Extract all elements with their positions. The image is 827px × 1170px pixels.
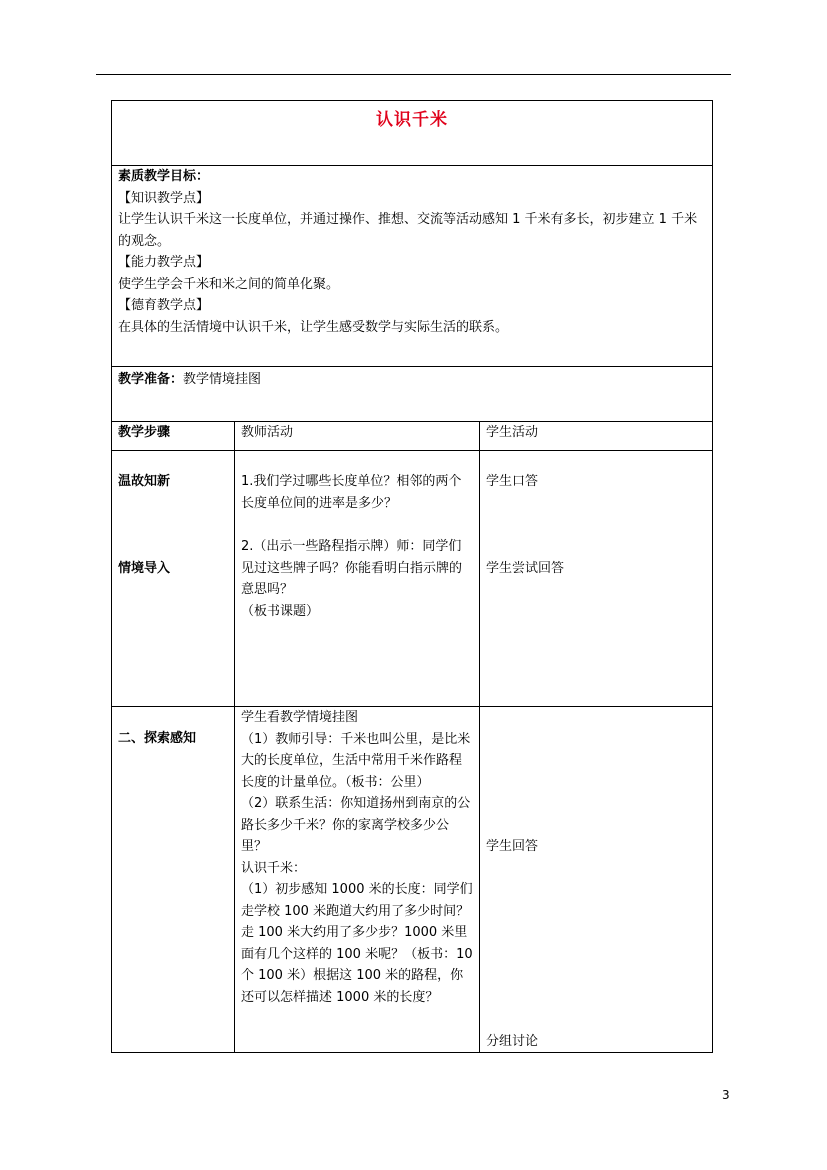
goals-heading: 素质教学目标： <box>118 169 210 184</box>
knowledge-text: 让学生认识千米这一长度单位，并通过操作、推想、交流等活动感知 1 千米有多长，初步建立 1 千米的观念。 <box>118 212 698 249</box>
warmup-teacher-cell <box>235 451 480 707</box>
teacher-question-2: 2.（出示一些路程指示牌）师：同学们见过这些牌子吗？你能看明白指示牌的意思吗？ <box>241 539 463 597</box>
knowledge-tag: 【知识教学点】 <box>118 190 210 206</box>
student-answer-1: 学生口答 <box>486 474 539 489</box>
ability-tag: 【能力教学点】 <box>118 255 210 270</box>
explore-teacher-cell <box>235 707 480 1053</box>
ability-text: 使学生学会千米和米之间的简单化聚。 <box>118 276 340 292</box>
explore-line: 认识千米： <box>241 860 307 876</box>
lesson-plan-table <box>111 100 713 1053</box>
teacher-note: （板书课题） <box>241 603 320 619</box>
step-intro: 情境导入 <box>118 560 171 576</box>
explore-line: （1）教师引导：千米也叫公里，是比米大的长度单位，生活中常用千米作路程长度的计量单位。（板书：公里） <box>241 731 471 790</box>
explore-steps-cell <box>112 707 235 1053</box>
explore-line: 学生看教学情境挂图 <box>241 710 359 725</box>
goals-cell <box>112 166 713 367</box>
explore-student-cell <box>480 707 713 1053</box>
header-student: 学生活动 <box>480 422 713 451</box>
header-steps: 教学步骤 <box>112 422 235 451</box>
prep-text: 教学情境挂图 <box>183 372 262 387</box>
step-explore: 二、探索感知 <box>118 731 197 746</box>
header-rule <box>96 74 731 75</box>
step-review: 温故知新 <box>118 474 171 489</box>
lesson-title: 认识千米 <box>376 110 448 130</box>
explore-row <box>112 707 713 1053</box>
student-answer-3: 学生回答 <box>486 839 539 854</box>
moral-tag: 【德育教学点】 <box>118 298 210 313</box>
prep-cell <box>112 367 713 422</box>
moral-text: 在具体的生活情境中认识千米，让学生感受数学与实际生活的联系。 <box>118 319 509 335</box>
page-number: 3 <box>722 1088 730 1102</box>
explore-line: （2）联系生活：你知道扬州到南京的公路长多少千米？你的家离学校多少公里？ <box>241 796 471 854</box>
prep-label: 教学准备： <box>118 372 184 387</box>
warmup-student-cell <box>480 451 713 707</box>
title-cell <box>112 101 713 166</box>
student-answer-2: 学生尝试回答 <box>486 560 565 576</box>
prep-row <box>112 367 713 422</box>
goals-row <box>112 166 713 367</box>
explore-line: （1）初步感知 1000 米的长度：同学们走学校 100 米跑道大约用了多少时间？走 100 米大约用了多少步？1000 米里面有几个这样的 100 米呢？（板书：10 个 100 米）根据这 100 米的路程，你还可以怎样描述 1000 米的长度？ <box>241 882 473 1005</box>
warmup-steps-cell <box>112 451 235 707</box>
teacher-question-1: 1.我们学过哪些长度单位？相邻的两个长度单位间的进率是多少？ <box>241 474 462 511</box>
student-answer-4: 分组讨论 <box>486 1033 539 1049</box>
header-teacher: 教师活动 <box>235 422 480 451</box>
warmup-row <box>112 451 713 707</box>
column-header-row <box>112 422 713 451</box>
title-row <box>112 101 713 166</box>
